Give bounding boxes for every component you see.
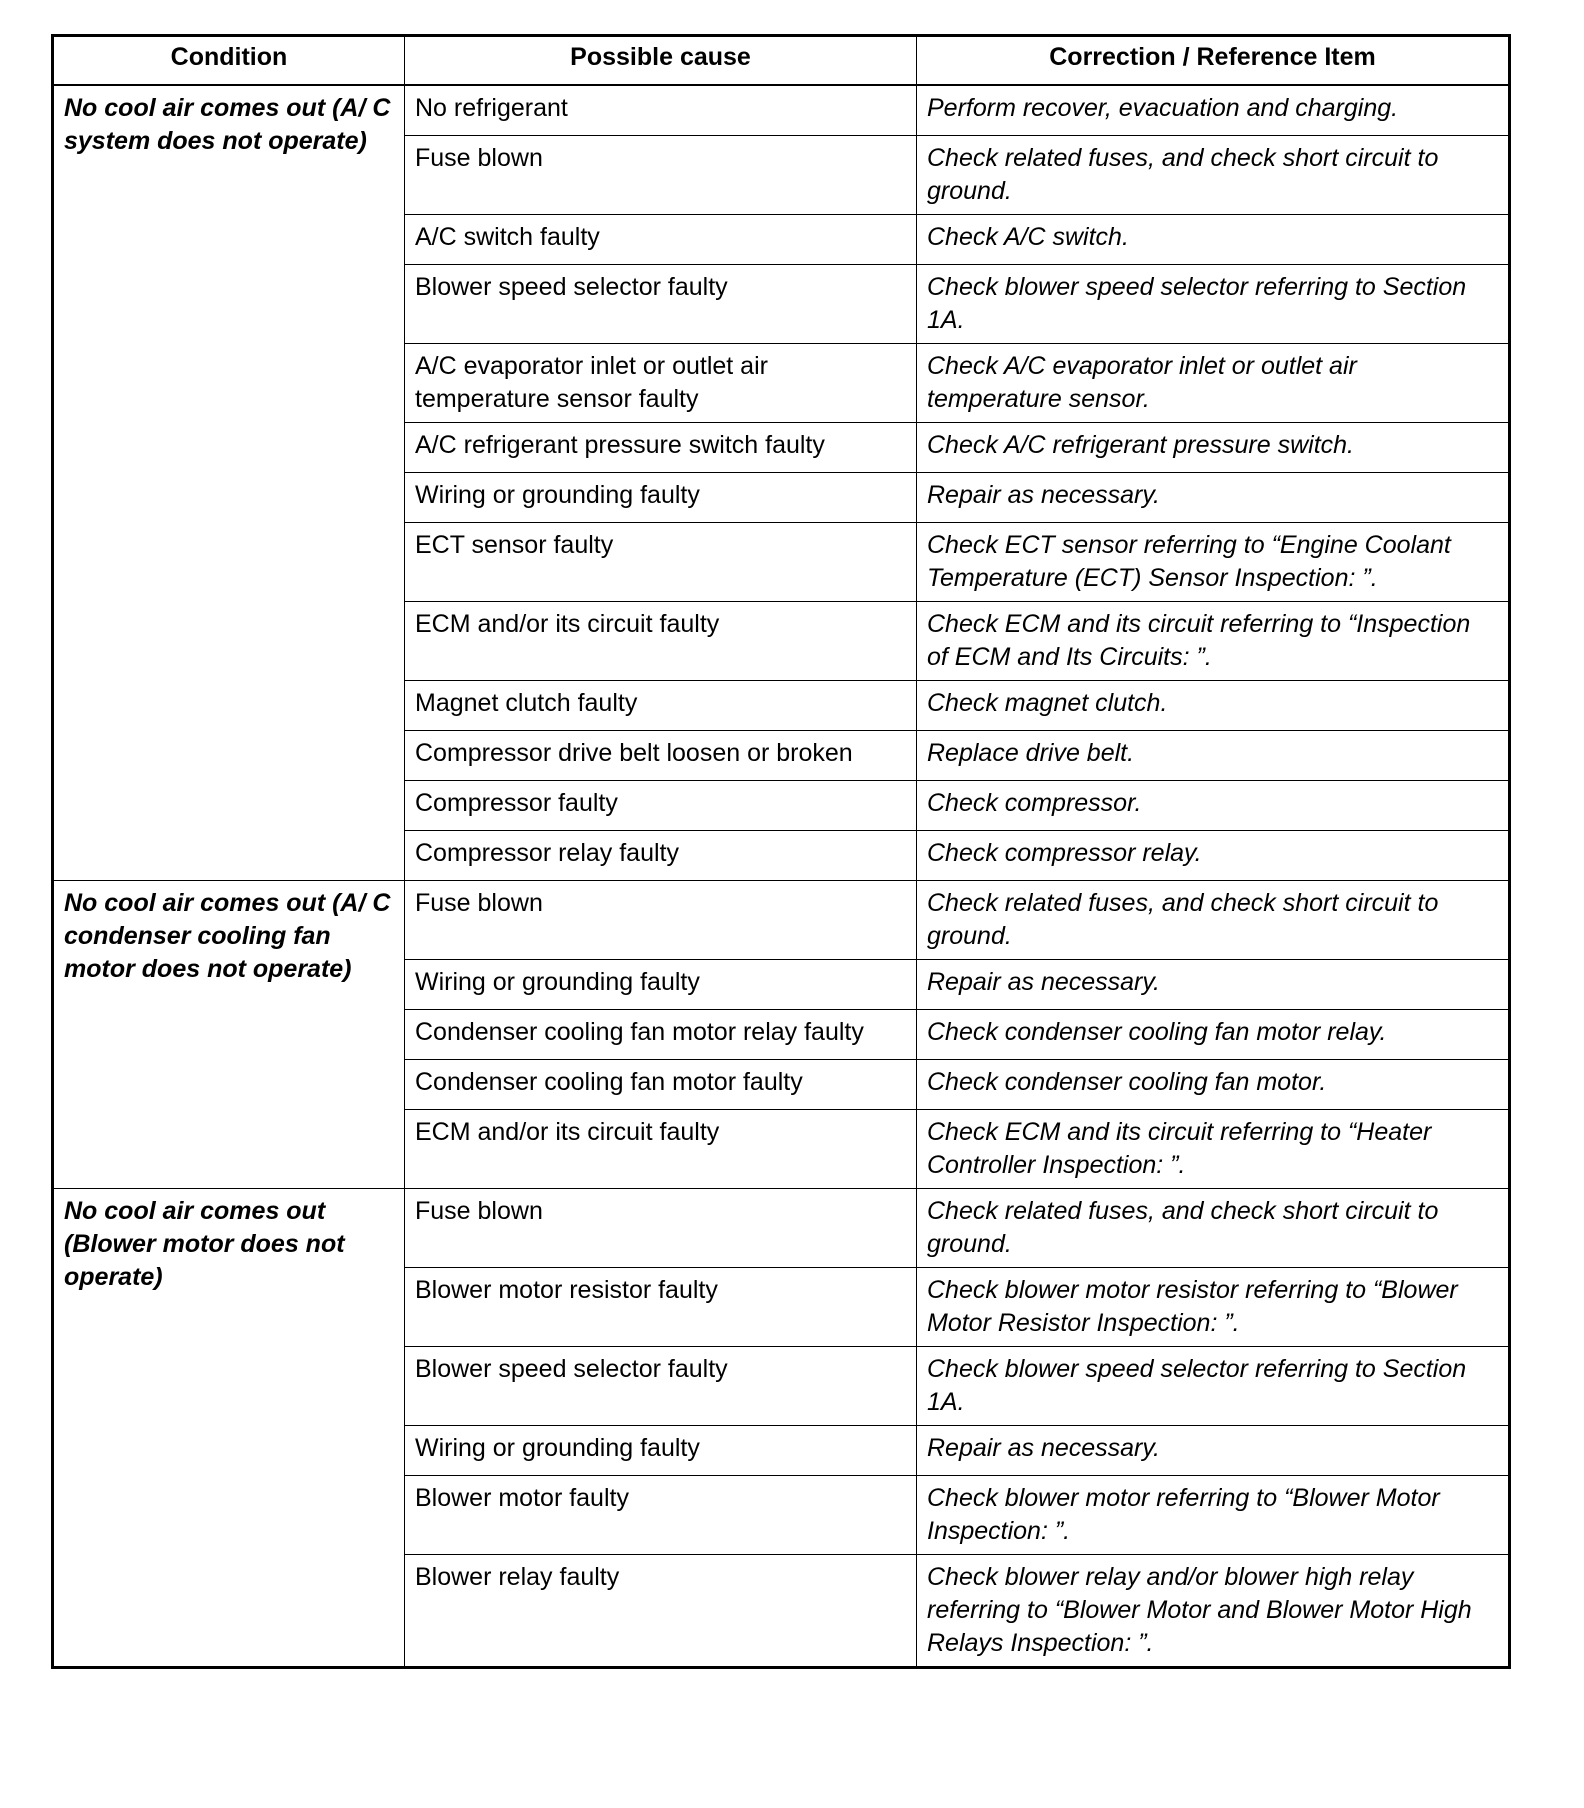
correction-cell: Check ECM and its circuit referring to “Inspection of ECM and Its Circuits: ”. <box>917 602 1510 681</box>
correction-cell: Check blower speed selector referring to Section 1A. <box>917 265 1510 344</box>
table-body <box>53 85 1510 1668</box>
possible-cause-cell: Blower motor faulty <box>405 1476 917 1555</box>
correction-cell: Replace drive belt. <box>917 731 1510 781</box>
possible-cause-cell: Condenser cooling fan motor faulty <box>405 1060 917 1110</box>
table-row <box>53 85 1510 136</box>
possible-cause-cell: Blower speed selector faulty <box>405 1347 917 1426</box>
possible-cause-cell: Compressor drive belt loosen or broken <box>405 731 917 781</box>
possible-cause-cell: Blower motor resistor faulty <box>405 1268 917 1347</box>
table-row <box>53 881 1510 960</box>
possible-cause-cell: Wiring or grounding faulty <box>405 473 917 523</box>
possible-cause-cell: A/C refrigerant pressure switch faulty <box>405 423 917 473</box>
condition-cell: No cool air comes out (Blower motor does not operate) <box>53 1189 405 1668</box>
condition-cell: No cool air comes out (A/ C system does not operate) <box>53 85 405 881</box>
possible-cause-cell: Wiring or grounding faulty <box>405 1426 917 1476</box>
header-possible-cause: Possible cause <box>405 36 917 86</box>
correction-cell: Check magnet clutch. <box>917 681 1510 731</box>
correction-cell: Check related fuses, and check short circuit to ground. <box>917 136 1510 215</box>
header-row <box>53 36 1510 86</box>
correction-cell: Check blower motor resistor referring to “Blower Motor Resistor Inspection: ”. <box>917 1268 1510 1347</box>
correction-cell: Check ECM and its circuit referring to “Heater Controller Inspection: ”. <box>917 1110 1510 1189</box>
correction-cell: Repair as necessary. <box>917 473 1510 523</box>
correction-cell: Check A/C evaporator inlet or outlet air temperature sensor. <box>917 344 1510 423</box>
table-row <box>53 1189 1510 1268</box>
possible-cause-cell: Compressor faulty <box>405 781 917 831</box>
correction-cell: Check condenser cooling fan motor. <box>917 1060 1510 1110</box>
header-correction: Correction / Reference Item <box>917 36 1510 86</box>
correction-cell: Check condenser cooling fan motor relay. <box>917 1010 1510 1060</box>
possible-cause-cell: Fuse blown <box>405 881 917 960</box>
correction-cell: Repair as necessary. <box>917 1426 1510 1476</box>
correction-cell: Check blower motor referring to “Blower Motor Inspection: ”. <box>917 1476 1510 1555</box>
correction-cell: Check compressor. <box>917 781 1510 831</box>
possible-cause-cell: Blower speed selector faulty <box>405 265 917 344</box>
header-condition: Condition <box>53 36 405 86</box>
correction-cell: Repair as necessary. <box>917 960 1510 1010</box>
correction-cell: Check A/C switch. <box>917 215 1510 265</box>
possible-cause-cell: Condenser cooling fan motor relay faulty <box>405 1010 917 1060</box>
correction-cell: Check compressor relay. <box>917 831 1510 881</box>
possible-cause-cell: Blower relay faulty <box>405 1555 917 1668</box>
possible-cause-cell: ECM and/or its circuit faulty <box>405 1110 917 1189</box>
possible-cause-cell: A/C switch faulty <box>405 215 917 265</box>
correction-cell: Perform recover, evacuation and charging. <box>917 85 1510 136</box>
possible-cause-cell: Fuse blown <box>405 1189 917 1268</box>
correction-cell: Check A/C refrigerant pressure switch. <box>917 423 1510 473</box>
possible-cause-cell: A/C evaporator inlet or outlet air temperature sensor faulty <box>405 344 917 423</box>
condition-cell: No cool air comes out (A/ C condenser cooling fan motor does not operate) <box>53 881 405 1189</box>
possible-cause-cell: No refrigerant <box>405 85 917 136</box>
correction-cell: Check blower relay and/or blower high relay referring to “Blower Motor and Blower Motor High Relays Inspection: ”. <box>917 1555 1510 1668</box>
possible-cause-cell: Wiring or grounding faulty <box>405 960 917 1010</box>
possible-cause-cell: Compressor relay faulty <box>405 831 917 881</box>
correction-cell: Check blower speed selector referring to Section 1A. <box>917 1347 1510 1426</box>
possible-cause-cell: ECT sensor faulty <box>405 523 917 602</box>
correction-cell: Check related fuses, and check short circuit to ground. <box>917 881 1510 960</box>
possible-cause-cell: Magnet clutch faulty <box>405 681 917 731</box>
correction-cell: Check ECT sensor referring to “Engine Coolant Temperature (ECT) Sensor Inspection: ”. <box>917 523 1510 602</box>
troubleshooting-table-container <box>51 34 1508 1669</box>
correction-cell: Check related fuses, and check short circuit to ground. <box>917 1189 1510 1268</box>
possible-cause-cell: Fuse blown <box>405 136 917 215</box>
possible-cause-cell: ECM and/or its circuit faulty <box>405 602 917 681</box>
troubleshooting-table <box>51 34 1511 1669</box>
